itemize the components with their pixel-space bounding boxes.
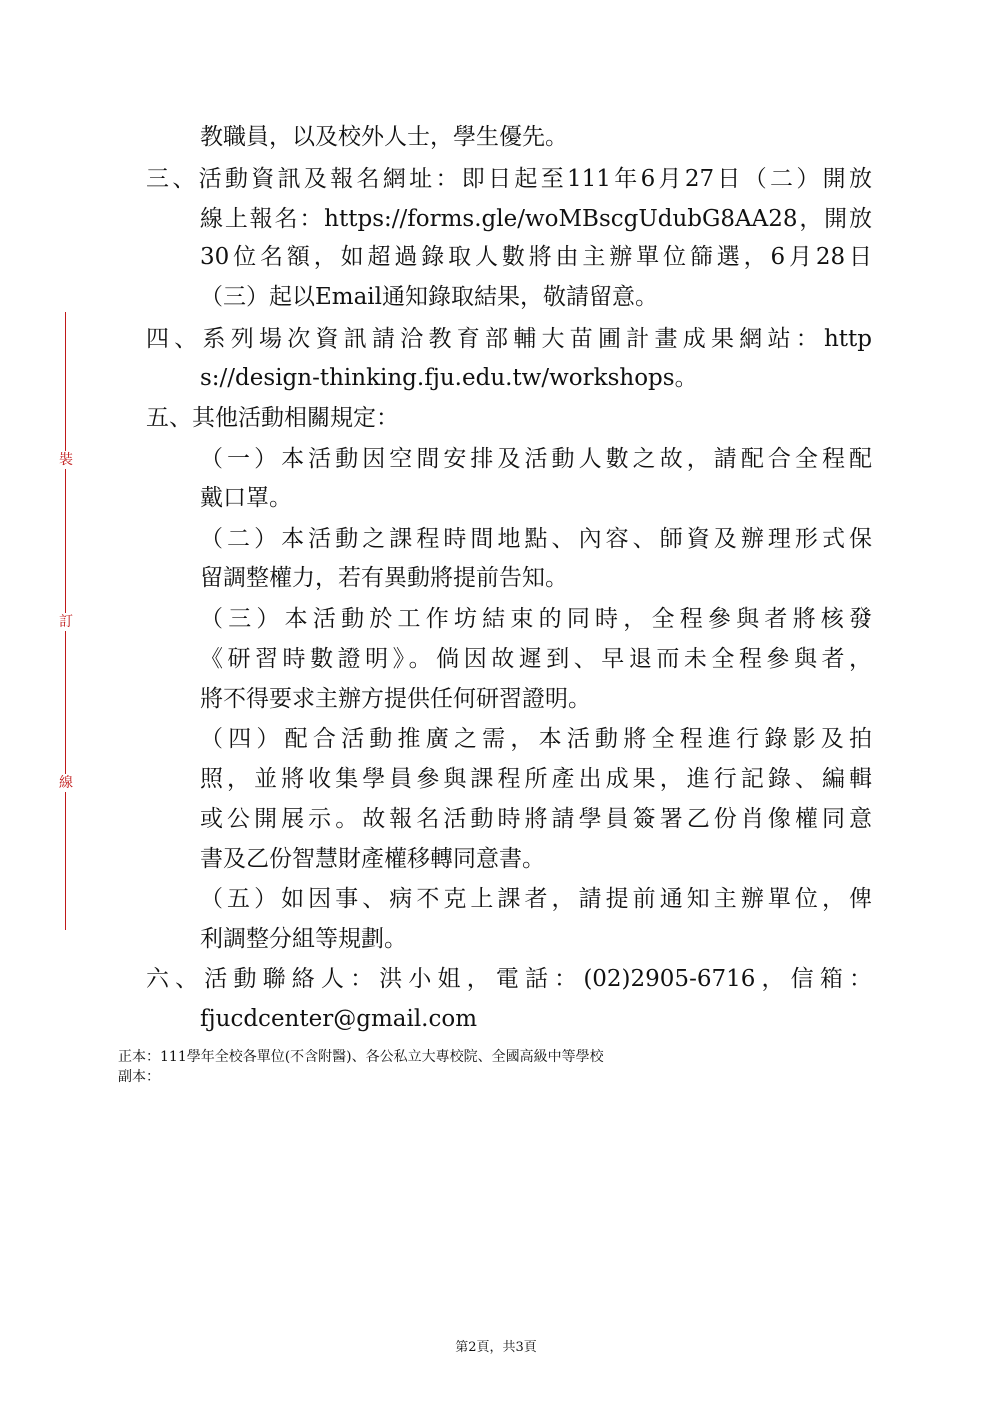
contact-email: fjucdcenter@gmail.com [200, 1006, 478, 1032]
body-line: 將不得要求主辦方提供任何研習證明。 [200, 686, 591, 712]
rule-item: （三）本活動於工作坊結束的同時，全程參與者將核發 [200, 606, 872, 632]
registration-url-line: 線上報名：https://forms.gle/woMBscgUdubG8AA28，開放 [200, 206, 872, 232]
body-line: 照，並將收集學員參與課程所產出成果，進行記錄、編輯 [200, 766, 872, 792]
body-line: 留調整權力，若有異動將提前告知。 [200, 565, 568, 591]
body-line: 教職員，以及校外人士，學生優先。 [200, 124, 568, 150]
section-heading: 三、活動資訊及報名網址：即日起至111年6月27日（二）開放 [146, 166, 872, 192]
distribution-original: 正本：111學年全校各單位(不含附醫)、各公私立大專校院、全國高級中等學校 [118, 1049, 604, 1065]
body-line: 或公開展示。故報名活動時將請學員簽署乙份肖像權同意 [200, 806, 872, 832]
body-line: 戴口罩。 [200, 485, 292, 511]
rule-item: （五）如因事、病不克上課者，請提前通知主辦單位，俾 [200, 886, 872, 912]
section-heading: 四、系列場次資訊請洽教育部輔大苗圃計畫成果網站：http [146, 326, 872, 352]
section-heading: 五、其他活動相關規定： [146, 405, 399, 431]
body-line: 30位名額，如超過錄取人數將由主辦單位篩選，6月28日 [200, 244, 872, 270]
binding-char-ding: 訂 [55, 613, 77, 631]
binding-char-xian: 線 [55, 774, 77, 792]
rule-item: （一）本活動因空間安排及活動人數之故，請配合全程配 [200, 446, 872, 472]
binding-char-zhuang: 裝 [55, 451, 77, 469]
rule-item: （四）配合活動推廣之需，本活動將全程進行錄影及拍 [200, 726, 872, 752]
rule-item: （二）本活動之課程時間地點、內容、師資及辦理形式保 [200, 526, 872, 552]
body-line: 書及乙份智慧財產權移轉同意書。 [200, 846, 545, 872]
body-line: 利調整分組等規劃。 [200, 926, 407, 952]
distribution-copy: 副本： [118, 1069, 160, 1085]
body-line: （三）起以Email通知錄取結果，敬請留意。 [200, 284, 659, 310]
page-indicator: 第2頁，共3頁 [455, 1340, 537, 1355]
body-line: 《研習時數證明》。倘因故遲到、早退而未全程參與者， [200, 646, 872, 672]
section-heading: 六、活動聯絡人：洪小姐，電話：(02)2905-6716，信箱： [146, 966, 872, 992]
website-url-line: s://design-thinking.fju.edu.tw/workshops。 [200, 365, 698, 391]
